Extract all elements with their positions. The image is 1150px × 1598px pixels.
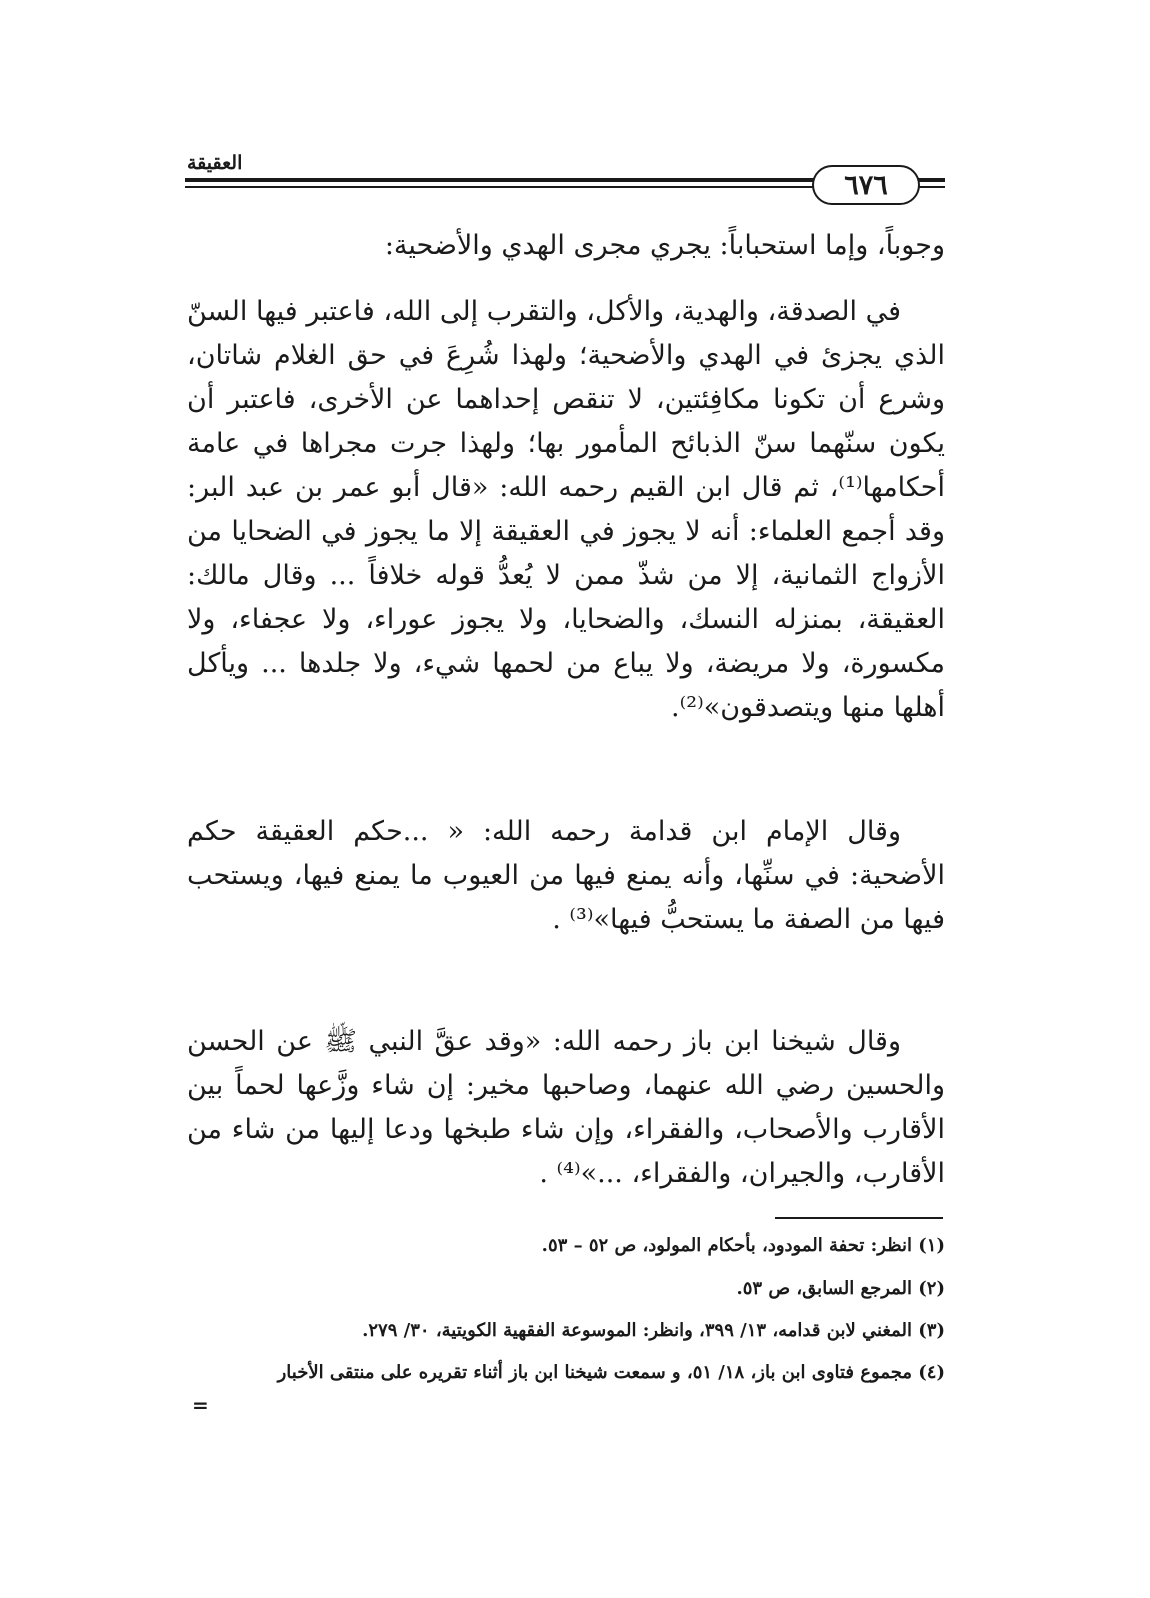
- footnote-4: (٤) مجموع فتاوى ابن باز، ١٨/ ٥١، و سمعت شيخنا ابن باز أثناء تقريره على منتقى الأخبار: [277, 1362, 945, 1383]
- page-number-badge: ٦٧٦: [812, 165, 920, 205]
- footnote-continuation-mark: =: [192, 1393, 209, 1417]
- paragraph-continuation: وجوباً، وإما استحباباً: يجري مجرى الهدي والأضحية:: [384, 230, 945, 261]
- footnote-1: (١) انظر: تحفة المودود، بأحكام المولود، ص ٥٢ – ٥٣.: [541, 1235, 945, 1256]
- footnote-separator: [775, 1217, 943, 1219]
- running-title: العقيقة: [187, 152, 243, 174]
- paragraph-ibn-al-qayyim: في الصدقة، والهدية، والأكل، والتقرب إلى الله، فاعتبر فيها السنّ الذي يجزئ في الهدي والأضحية؛ ولهذا شُرِعَ في حق الغلام شاتان، وشرع أن تكونا مكافِئتين، لا تنقص إحداهما عن الأخرى، فاعتبر أن يكون سنّهما سنّ الذبائح المأمور بها؛ ولهذا جرت مجراها في عامة أحكامها⁽¹⁾، ثم قال ابن القيم رحمه الله: «قال أبو عمر بن عبد البر: وقد أجمع العلماء: أنه لا يجوز في العقيقة إلا ما يجوز في الضحايا من الأزواج الثمانية، إلا من شذّ ممن لا يُعدُّ قوله خلافاً ... وقال مالك: العقيقة، بمنزله النسك، والضحايا، ولا يجوز عوراء، ولا عجفاء، ولا مكسورة، ولا مريضة، ولا يباع من لحمها شيء، ولا جلدها ... ويأكل أهلها منها ويتصدقون»⁽²⁾.: [187, 296, 945, 723]
- paragraph-ibn-baz: وقال شيخنا ابن باز رحمه الله: «وقد عقَّ النبي ﷺ عن الحسن والحسين رضي الله عنهما، وصاحبها مخير: إن شاء وزَّعها لحماً بين الأقارب والأصحاب، والفقراء، وإن شاء طبخها ودعا إليها من شاء من الأقارب، والجيران، والفقراء، ...»⁽⁴⁾ .: [187, 1026, 945, 1189]
- paragraph-ibn-qudama: وقال الإمام ابن قدامة رحمه الله: « ...حكم العقيقة حكم الأضحية: في سنِّها، وأنه يمنع فيها من العيوب ما يمنع فيها، ويستحب فيها من الصفة ما يستحبُّ فيها»⁽³⁾ .: [187, 816, 945, 935]
- footnote-2: (٢) المرجع السابق، ص ٥٣.: [736, 1278, 945, 1299]
- footnote-3: (٣) المغني لابن قدامه، ١٣/ ٣٩٩، وانظر: الموسوعة الفقهية الكويتية، ٣٠/ ٢٧٩.: [362, 1320, 945, 1341]
